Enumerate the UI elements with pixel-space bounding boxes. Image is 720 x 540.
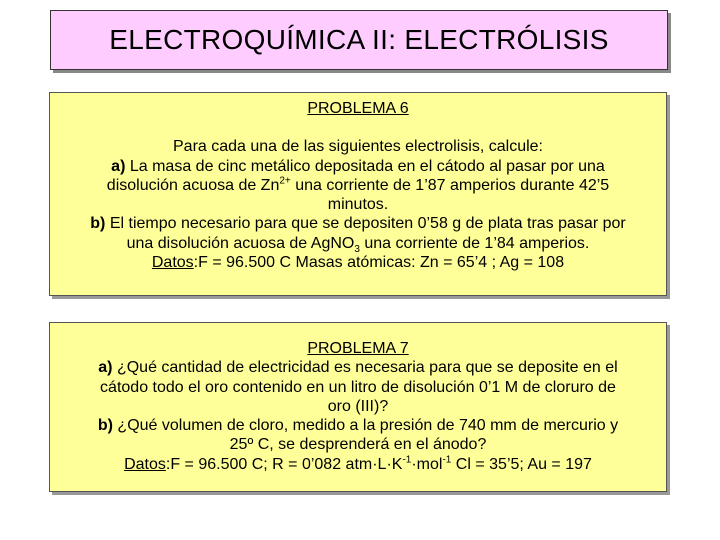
problem-6-a-text2-pre: disolución acuosa de Zn — [106, 176, 280, 194]
problem-6-datos-text: :F = 96.500 C Masas atómicas: Zn = 65’4 ; Ag = 108 — [193, 254, 565, 272]
problem-6-a-line3: minutos. — [327, 196, 389, 214]
problem-7-b-line1 — [50, 416, 666, 435]
problem-6-intro: Para cada una de las siguientes electrolisis, calcule: — [173, 138, 543, 156]
problem-6-a-text1: La masa de cinc metálico depositada en el cátodo al pasar por una — [125, 157, 605, 175]
problem-7-b-line2: 25º C, se desprenderá en el ánodo? — [229, 436, 487, 454]
problem-6-b-text2-post: una corriente de 1’84 amperios. — [359, 234, 590, 252]
problem-6-b-text1: El tiempo necesario para que se depositen 0’58 g de plata tras pasar por — [105, 215, 626, 233]
problem-7-datos-pre: :F = 96.500 C; R = 0’082 atm·L·K — [165, 455, 403, 473]
problem-6-b-text2-pre: una disolución acuosa de AgNO — [126, 234, 355, 252]
problem-7-datos — [50, 455, 666, 474]
problem-7-a-line2: cátodo todo el oro contenido en un litro de disolución 0’1 M de cloruro de — [100, 378, 616, 396]
problem-6-datos — [50, 253, 666, 272]
problem-7-heading: PROBLEMA 7 — [307, 340, 409, 357]
page-title: ELECTROQUÍMICA II: ELECTRÓLISIS — [109, 24, 609, 55]
problem-7-panel — [49, 322, 667, 492]
problem-7-a-label: a) — [98, 359, 113, 377]
problem-7-datos-label: Datos — [124, 455, 166, 473]
problem-6-b-line1 — [50, 214, 666, 233]
problem-6-b-line2 — [50, 234, 666, 253]
problem-7-a-line3: oro (III)? — [327, 397, 389, 415]
problem-7-b-text1: ¿Qué volumen de cloro, medido a la presión de 740 mm de mercurio y — [112, 417, 619, 435]
problem-6-a-sup: 2+ — [279, 175, 291, 187]
problem-7-datos-mid: ·mol — [411, 455, 443, 473]
problem-6-a-text2-post: una corriente de 1’87 amperios durante 42’5 — [290, 176, 610, 194]
problem-6-datos-label: Datos — [151, 254, 194, 272]
problem-6-b-label: b) — [90, 215, 106, 233]
problem-7-datos-post: Cl = 35’5; Au = 197 — [451, 455, 592, 473]
problem-6-a-line2 — [50, 176, 666, 195]
problem-7-sup1: -1 — [402, 454, 412, 466]
problem-7-a-line1 — [50, 358, 666, 377]
problem-6-a-label: a) — [111, 157, 126, 175]
problem-7-a-text1: ¿Qué cantidad de electricidad es necesaria para que se deposite en el — [112, 359, 618, 377]
problem-7-sup2: -1 — [442, 454, 452, 466]
title-banner — [50, 10, 668, 70]
problem-6-a-line1 — [50, 157, 666, 176]
problem-6-b-sub: 3 — [354, 243, 360, 255]
problem-7-b-label: b) — [97, 417, 113, 435]
problem-6-heading: PROBLEMA 6 — [307, 100, 409, 117]
problem-6-panel — [49, 92, 667, 296]
